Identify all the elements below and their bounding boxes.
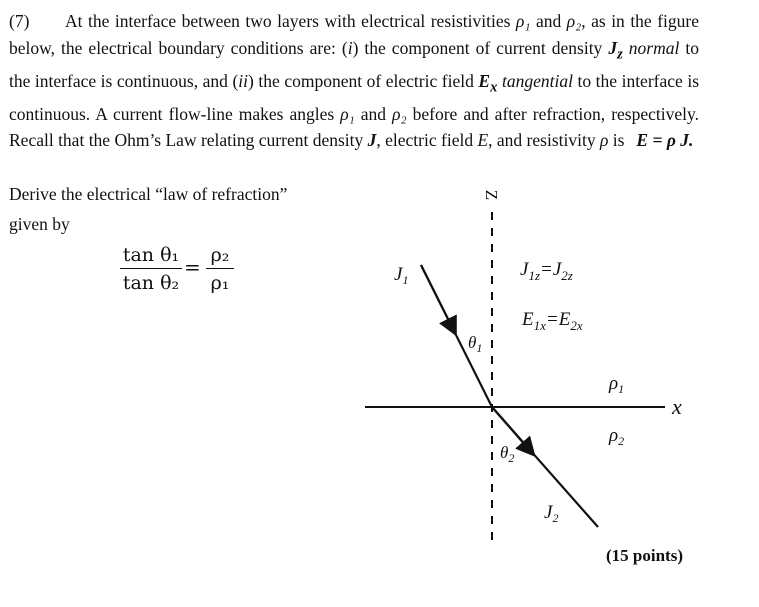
normal-word: normal xyxy=(622,37,680,58)
rhs-numerator: ρ₂ xyxy=(210,244,230,266)
points-label: (15 points) xyxy=(606,546,683,565)
lhs-denominator: tan θ₂ xyxy=(122,272,180,294)
rho2-symbol: ρ₂ xyxy=(566,11,582,31)
j-symbol: J xyxy=(367,130,377,150)
electric-field-subscript: x xyxy=(490,79,498,95)
j1-label: $J_1$ xyxy=(394,264,409,287)
statement-text: ) the component of electric field xyxy=(248,70,479,91)
z-axis-label: Z xyxy=(482,189,501,201)
e-symbol: E xyxy=(477,130,489,150)
statement-text: and xyxy=(530,11,567,31)
tangential-word: tangential xyxy=(501,70,573,91)
roman-i: i xyxy=(347,37,353,58)
derive-line-2: given by xyxy=(9,214,70,234)
roman-ii: ii xyxy=(238,70,249,91)
equals-sign: = xyxy=(184,255,201,279)
rho1-symbol: ρ₁ xyxy=(340,103,355,124)
statement-text: and xyxy=(354,103,393,124)
statement-text: , as in the figure below, the electrical boundary conditions are: ( xyxy=(9,11,699,58)
statement-text: to the interface is continuous. A current flow-line makes angles xyxy=(9,70,699,124)
statement-text: At the interface between two layers with electrical resistivities xyxy=(65,11,516,31)
rho2-layer-label: $\rho_2$ xyxy=(609,425,625,448)
rho1-symbol: ρ₁ xyxy=(515,11,531,31)
rho-symbol: ρ xyxy=(599,130,609,150)
statement-text: is xyxy=(608,130,625,150)
rho2-symbol: ρ₂ xyxy=(392,103,407,124)
refracted-arrow xyxy=(492,407,533,454)
ohms-law: E = ρ J. xyxy=(636,130,694,150)
lhs-numerator: tan θ₁ xyxy=(122,244,180,266)
rhs-denominator: ρ₁ xyxy=(210,272,230,294)
j2-label: $J_2$ xyxy=(544,502,559,525)
statement-text: ) the component of current density xyxy=(352,37,609,58)
normal-current-condition: $J_{1z}=J_{2z}$ xyxy=(520,259,573,283)
derive-line-1: Derive the electrical “law of refraction” xyxy=(9,184,288,204)
current-density-subscript: z xyxy=(617,46,623,62)
statement-text: before and after refraction, respectively. Recall that the Ohm’s Law relating current density xyxy=(9,103,699,150)
statement-text: , and resistivity xyxy=(488,130,600,150)
theta1-label: $\theta_1$ xyxy=(468,333,483,355)
theta2-label: $\theta_2$ xyxy=(500,443,515,465)
electric-field-symbol: E xyxy=(478,70,491,91)
problem-number: (7) xyxy=(9,11,30,31)
statement-text: , electric field xyxy=(376,130,478,150)
rho1-layer-label: $\rho_1$ xyxy=(609,373,625,396)
statement-text: to the interface is continuous, and ( xyxy=(9,37,700,91)
x-axis-label: x xyxy=(672,394,682,419)
current-density-symbol: J xyxy=(608,37,618,58)
incident-arrow xyxy=(421,265,455,333)
tangential-field-condition: $E_{1x}=E_{2x}$ xyxy=(522,309,583,333)
